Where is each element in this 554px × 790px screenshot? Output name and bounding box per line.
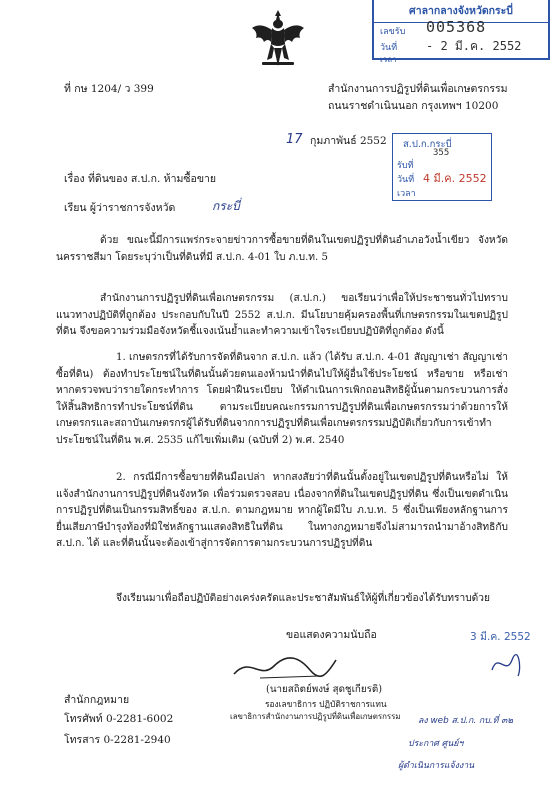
office-stamp-date: 4 มี.ค. 2552 (423, 172, 487, 185)
contact-fax: โทรสาร 0-2281-2940 (64, 734, 171, 746)
signature-graphic (230, 652, 340, 682)
receiving-stamp (372, 0, 550, 64)
receiving-stamp-date-label: วันที่ (380, 43, 398, 53)
received-date-stamp: 3 มี.ค. 2552 (470, 631, 531, 643)
contact-phone: โทรศัพท์ 0-2281-6002 (64, 713, 174, 725)
office-stamp-time-label: เวลา (397, 189, 416, 199)
office-address: ถนนราชดำเนินนอก กรุงเทพฯ 10200 (328, 100, 499, 112)
office-receiving-stamp (392, 133, 492, 201)
initials-mark (488, 650, 524, 680)
office-name: สำนักงานการปฏิรูปที่ดินเพื่อเกษตรกรรม (328, 83, 508, 95)
date-month-year: กุมภาพันธ์ 2552 (310, 135, 387, 147)
signer-title-1: รองเลขาธิการ ปฏิบัติราชการแทน (265, 699, 387, 709)
handwritten-note-1: ลง web ส.ป.ก. กบ.ที่ ๓๒ (418, 716, 514, 726)
reference-number: ที่ กษ 1204/ ว 399 (64, 83, 154, 95)
office-stamp-number-label: รับที่ (397, 161, 414, 171)
signer-name: (นายสถิตย์พงษ์ สุดชูเกียรติ) (266, 684, 383, 695)
receiving-stamp-date: - 2 มี.ค. 2552 (426, 39, 522, 53)
office-stamp-number: 355 (433, 148, 450, 158)
receiving-stamp-title: ศาลากลางจังหวัดกระบี่ (374, 0, 548, 23)
contact-department: สำนักกฎหมาย (64, 694, 130, 706)
garuda-emblem (250, 8, 306, 70)
receiving-stamp-number-label: เลขรับ (380, 27, 406, 37)
handwritten-note-2: ประกาศ ศูนย์ฯ (408, 739, 464, 749)
office-stamp-title: ส.ป.ก.กระบี่ (403, 139, 452, 150)
subject-line: เรื่อง ที่ดินของ ส.ป.ก. ห้ามซื้อขาย (64, 173, 217, 185)
handwritten-note-3: ผู้ดำเนินการแจ้งงาน (398, 761, 475, 771)
closing-phrase: ขอแสดงความนับถือ (286, 629, 377, 641)
paragraph-item-1: 1. เกษตรกรที่ได้รับการจัดที่ดินจาก ส.ป.ก. แล้ว (ได้รับ ส.ป.ก. 4-01 สัญญาเช่า สัญญาเช่าซื้อที่ดิน) ต้องทำประโยชน์ในที่ดินนั้นด้วยตนเองห้ามนำที่ดินไปให้ผู้อื่นใช้ประโยชน์ หรือขาย หรือเช่า หากตรวจพบว่ารายใดกระทำการ โดยฝ่าฝืนระเบียบ ให้ดำเนินการเพิกถอนสิทธิผู้นั้นตามกระบวนการสั่งให้สิ้นสิทธิการทำประโยชน์ที่ดิน ตามระเบียบคณะกรรมการปฏิรูปที่ดินเพื่อเกษตรกรรมว่าด้วยการให้เกษตรกรและสถาบันเกษตรกรผู้ได้รับที่ดินจากการปฏิรูปที่ดินเพื่อเกษตรกรรมปฏิบัติเกี่ยวกับการเข้าทำประโยชน์ในที่ดิน พ.ศ. 2535 แก้ไขเพิ่มเติม (ฉบับที่ 2) พ.ศ. 2540 (56, 352, 508, 446)
office-stamp-date-label: วันที่ (397, 175, 415, 185)
paragraph-purpose: สำนักงานการปฏิรูปที่ดินเพื่อเกษตรกรรม (ส.ป.ก.) ขอเรียนว่าเพื่อให้ประชาชนทั่วไปทราบแนวทางปฏิบัติที่ถูกต้อง ประกอบกับในปี 2552 ส.ป.ก. มีนโยบายคุ้มครองพื้นที่เกษตรกรรมในเขตปฏิรูปที่ดิน จึงขอความร่วมมือจังหวัดชี้แจงเน้นย้ำและทำความเข้าใจระเบียบปฏิบัติที่ถูกต้อง ดังนี้ (56, 293, 508, 338)
receiving-stamp-number: 005368 (426, 18, 487, 36)
recipient-line: เรียน ผู้ว่าราชการจังหวัด (64, 202, 176, 214)
paragraph-item-2: 2. กรณีมีการซื้อขายที่ดินมือเปล่า หากสงสัยว่าที่ดินนั้นตั้งอยู่ในเขตปฏิรูปที่ดินหรือไม่ ให้แจ้งสำนักงานการปฏิรูปที่ดินจังหวัด เพื่อร่วมตรวจสอบ เนื่องจากที่ดินในเขตปฏิรูปที่ดิน ซึ่งเป็นเขตดำเนินการปฏิรูปที่ดินเป็นกรรมสิทธิ์ของ ส.ป.ก. ตามกฎหมาย หากผู้ใดมีใบ ภ.บ.ท. 5 ซึ่งเป็นเพียงหลักฐานการยื่นเสียภาษีบำรุงท้องที่มิใช่หลักฐานแสดงสิทธิในที่ดิน ในทางกฎหมายจึงไม่สามารถนำมาอ้างสิทธิกับ ส.ป.ก. ได้ และที่ดินนั้นจะต้องเข้าสู่การจัดการตามกระบวนการปฏิรูปที่ดิน (56, 472, 508, 550)
date-day: 17 (286, 132, 303, 147)
signer-title-2: เลขาธิการสำนักงานการปฏิรูปที่ดินเพื่อเกษตรกรรม (230, 712, 401, 721)
receiving-stamp-time-label: เวลา (380, 55, 397, 64)
paragraph-intro: ด้วย ขณะนี้มีการแพร่กระจายข่าวการซื้อขายที่ดินในเขตปฏิรูปที่ดินอำเภอวังน้ำเขียว จังหวัดนครราชสีมา โดยระบุว่าเป็นที่ดินที่มี ส.ป.ก. 4-01 ใบ ภ.บ.ท. 5 (56, 235, 508, 263)
paragraph-closing-request: จึงเรียนมาเพื่อถือปฏิบัติอย่างเคร่งครัดและประชาสัมพันธ์ให้ผู้ที่เกี่ยวข้องได้รับทราบด้วย (116, 593, 490, 604)
recipient-handwritten: กระบี่ (212, 199, 240, 213)
